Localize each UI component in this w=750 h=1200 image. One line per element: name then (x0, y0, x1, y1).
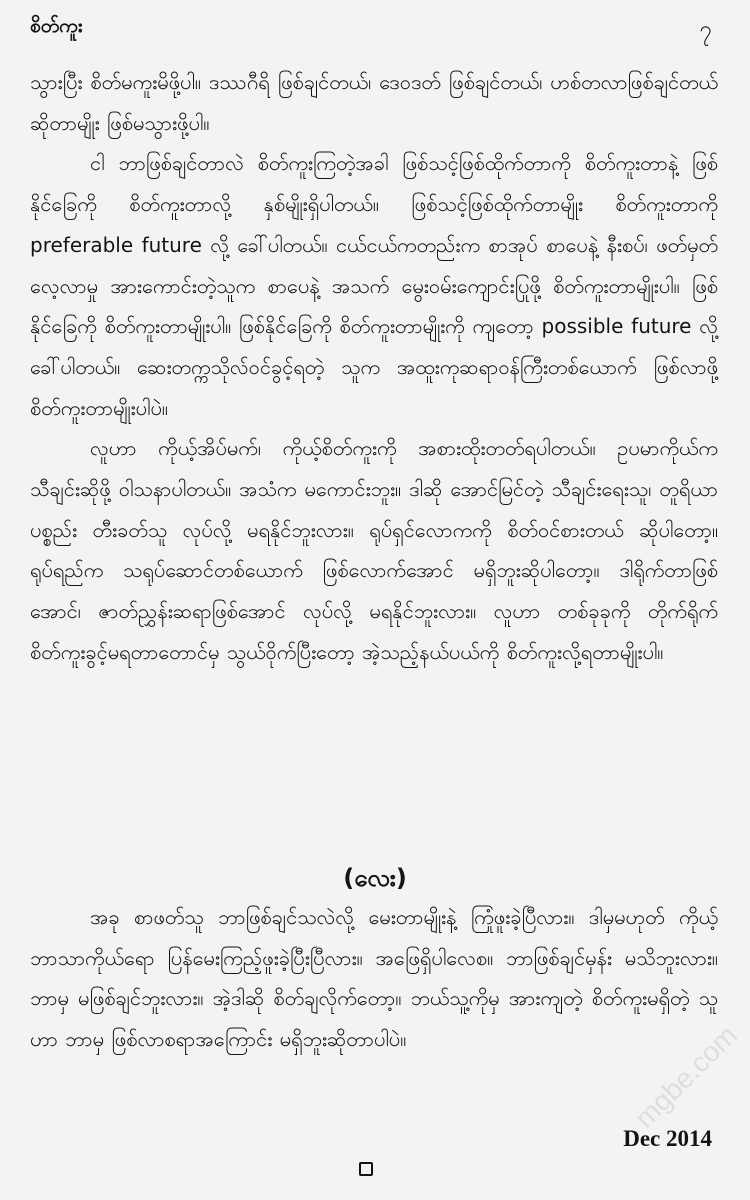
running-header (30, 14, 720, 44)
body-text (30, 62, 718, 673)
page-number: ၇ (699, 17, 712, 42)
paragraph-section-four: အခု စာဖတ်သူ ဘာဖြစ်ချင်သလဲလို့ မေးတာမျိုးနဲ့ ကြုံဖူးခဲ့ပြီလား။ ဒါမှမဟုတ် ကိုယ့်ဘာသာကိုယ်ရော ပြန်မေးကြည့်ဖူးခဲ့ပြီးပြီလား။ အဖြေရှိပါလေစ။ ဘာဖြစ်ချင်မှန်း မသိဘူးလား။ ဘာမှ မဖြစ်ချင်ဘူးလား။ အဲ့ဒါဆို စိတ်ချလိုက်တော့။ ဘယ်သူ့ကိုမှ အားကျတဲ့ စိတ်ကူးမရှိတဲ့ သူဟာ ဘာမှ ဖြစ်လာစရာအကြောင်း မရှိဘူးဆိုတာပါပဲ။ (30, 905, 718, 1052)
paragraph-substitution: လူဟာ ကိုယ့်အိပ်မက်၊ ကိုယ့်စိတ်ကူးကို အစားထိုးတတ်ရပါတယ်။ ဥပမာကိုယ်က သီချင်းဆိုဖို့ ဝါသနာပါတယ်။ အသံက မကောင်းဘူး။ ဒါဆို အောင်မြင်တဲ့ သီချင်းရေးသူ၊ တူရိယာပစ္စည်း တီးခတ်သူ လုပ်လို့ မရနိုင်ဘူးလား။ ရုပ်ရှင်လောကကို စိတ်ဝင်စားတယ် ဆိုပါတော့။ ရုပ်ရည်က သရုပ်ဆောင်တစ်ယောက် ဖြစ်လောက်အောင် မရှိဘူးဆိုပါတော့။ ဒါရိုက်တာဖြစ်အောင်၊ ဇာတ်ညွှန်းဆရာဖြစ်အောင် လုပ်လို့ မရနိုင်ဘူးလား။ လူဟာ တစ်ခုခုကို တိုက်ရိုက် စိတ်ကူးခွင့်မရတာတောင်မှ သွယ်ဝိုက်ပြီးတော့ အဲ့သည့်နယ်ပယ်ကို စိတ်ကူးလို့ရတာမျိုးပါ။ (30, 436, 718, 664)
watermark: mgbe.com (628, 1019, 744, 1134)
section-heading: (လေး) (343, 864, 407, 892)
date-signoff: Dec 2014 (623, 1126, 712, 1151)
end-of-article-icon (359, 1162, 373, 1176)
paragraph-continuation: သွားပြီး စိတ်မကူးမိဖို့ပါ။ ဒဿဂီရိ ဖြစ်ချင်တယ်၊ ဒေဝဒတ် ဖြစ်ချင်တယ်၊ ဟစ်တလာဖြစ်ချင်တယ် ဆိုတာမျိုး ဖြစ်မသွားဖို့ပါ။ (30, 70, 718, 135)
paragraph-future-types: ငါ ဘာဖြစ်ချင်တာလဲ စိတ်ကူးကြတဲ့အခါ ဖြစ်သင့်ဖြစ်ထိုက်တာကို စိတ်ကူးတာနဲ့ ဖြစ်နိုင်ခြေကို စိတ်ကူးတာလို့ နှစ်မျိုးရှိပါတယ်။ ဖြစ်သင့်ဖြစ်ထိုက်တာမျိုး စိတ်ကူးတာကို preferable future လို့ ခေါ်ပါတယ်။ ငယ်ငယ်ကတည်းက စာအုပ် စာပေနဲ့ နီးစပ်၊ ဖတ်မှတ် လေ့လာမှု အားကောင်းတဲ့သူက စာပေနဲ့ အသက် မွေးဝမ်းကျောင်းပြုဖို့ စိတ်ကူးတာမျိုးပါ။ ဖြစ်နိုင်ခြေကို စိတ်ကူးတာမျိုးပါ။ ဖြစ်နိုင်ခြေကို စိတ်ကူးတာမျိုးကို ကျတော့ possible future လို့ ခေါ်ပါတယ်။ ဆေးတက္ကသိုလ်ဝင်ခွင့်ရတဲ့ သူက အထူးကုဆရာဝန်ကြီးတစ်ယောက် ဖြစ်လာဖို့ စိတ်ကူးတာမျိုးပါပဲ။ (30, 151, 718, 420)
header-title: စိတ်ကူး (30, 15, 83, 37)
section-text (30, 897, 718, 1060)
